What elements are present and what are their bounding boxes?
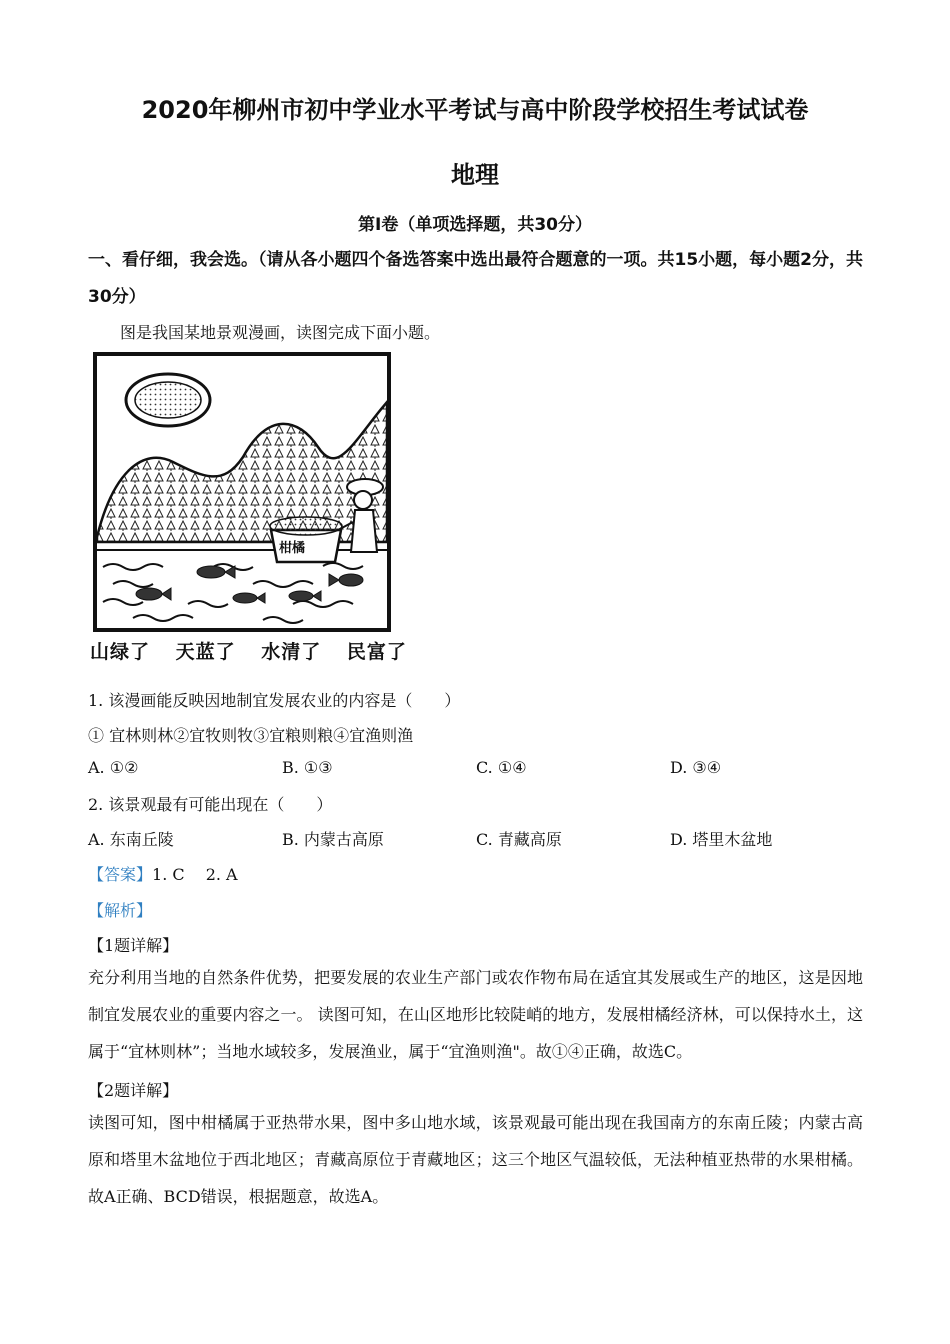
figure-intro: 图是我国某地景观漫画，读图完成下面小题。 (120, 323, 441, 342)
basket-label: 柑橘 (279, 541, 306, 556)
question-1-option-b: B. ①③ (282, 758, 333, 777)
analysis-label: 【解析】 (88, 901, 153, 920)
figure-caption: 山绿了 天蓝了 水清了 民富了 (90, 641, 407, 663)
detail-2-text: 读图可知，图中柑橘属于亚热带水果，图中多山地水域，该景观最可能出现在我国南方的东南丘陵；内蒙古高原和塔里木盆地位于西北地区；青藏高原位于青藏地区；这三个地区气温较低，无法种植亚热带的水果柑橘。故A正确、BCD错误，根据题意，故选A。 (88, 1113, 863, 1206)
landscape-cartoon (93, 352, 391, 632)
subject-title: 地理 (451, 161, 499, 189)
detail-2-label: 【2题详解】 (88, 1081, 179, 1100)
question-1-option-d: D. ③④ (670, 758, 722, 777)
detail-1-text: 充分利用当地的自然条件优势，把要发展的农业生产部门或农作物布局在适宜其发展或生产的地区，这是因地制宜发展农业的重要内容之一。 读图可知，在山区地形比较陡峭的地方，发展柑橘经济林，可以保持水土，这属于“宜林则林”；当地水域较多，发展渔业，属于“宜渔则渔"。故①④正确，故选C。 (88, 968, 863, 1061)
question-1-option-c: C. ①④ (476, 758, 527, 777)
question-2-stem: 2. 该景观最有可能出现在（ ） (88, 795, 333, 814)
question-1-option-a: A. ①② (88, 758, 139, 777)
question-2-option-a: A. 东南丘陵 (88, 830, 174, 849)
question-1-items: ① 宜林则林②宜牧则牧③宜粮则粮④宜渔则渔 (88, 726, 414, 745)
exam-title: 2020年柳州市初中学业水平考试与高中阶段学校招生考试试卷 (141, 96, 809, 124)
detail-1-label: 【1题详解】 (88, 936, 179, 955)
question-2-option-b: B. 内蒙古高原 (282, 830, 384, 849)
question-1-stem: 1. 该漫画能反映因地制宜发展农业的内容是（ ） (88, 691, 461, 710)
answer-label: 【答案】 (88, 865, 153, 884)
part-heading: 第Ⅰ卷（单项选择题，共30分） (358, 215, 592, 235)
question-2-option-d: D. 塔里木盆地 (670, 830, 773, 849)
section-heading: 一、看仔细，我会选。（请从各小题四个备选答案中选出最符合题意的一项。共15小题，每小题2分，共30分） (88, 250, 863, 307)
sun-icon (126, 374, 210, 426)
question-2-option-c: C. 青藏高原 (476, 830, 562, 849)
answer-line (88, 862, 238, 885)
answer-text: 1. C 2. A (152, 865, 238, 884)
